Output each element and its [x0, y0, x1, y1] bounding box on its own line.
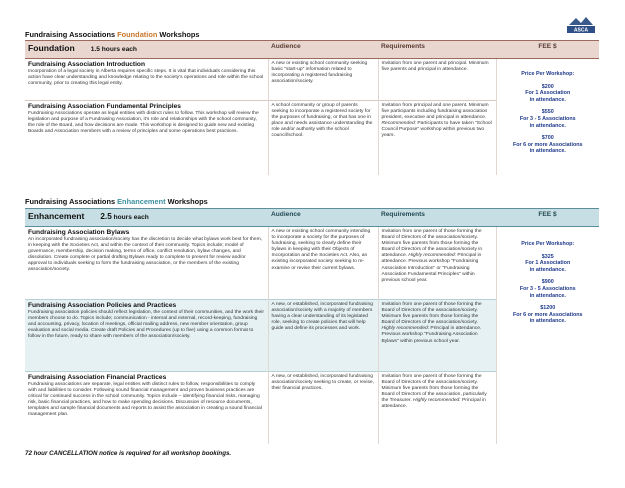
workshop-requirements: Invitation from one parent of those forming the Board of Directors of the association/society. Minimum five parents from those forming the Board of Directors of the association, particularly the Treasurer. Highly recommended: Principal in attendance.	[378, 372, 496, 444]
foundation-header-fee: FEE $	[496, 41, 599, 59]
foundation-header-audience: Audience	[268, 41, 378, 59]
cancellation-notice: 72 hour CANCELLATION notice is required for all workshop bookings.	[25, 450, 232, 457]
workshop-title: Fundraising Association Fundamental Principles	[28, 103, 181, 110]
enhancement-header-requirements: Requirements	[378, 209, 496, 227]
enhancement-header-hours-num: 2.5	[100, 212, 112, 221]
workshop-requirements: Invitation from one parent of those forming the Board of Directors of the association/society. Minimum five parents from those forming the Board of Directors of the association/society in attendance. Highly recommended: Principal in attendance. Previous workshop "Fundraising Association Introduction" or "Fundraising Association Fundamental Principles" within previous school year.	[378, 227, 496, 300]
enhancement-header-row	[25, 209, 599, 227]
enhancement-header-name: Enhancement	[28, 211, 85, 221]
fee-heading: Price Per Workshop:	[521, 241, 575, 247]
workshop-description: Fundraising associations are separate, legal entities with distinct rules to follow, responsibilities to comply with and liabilities to consider. Following sound financial management and proven business practices are critical for continued success in the school community. Topics include – identifying financial risks, managing risk, basic financial practices, and how to make spending decisions. Discussion of resource documents, templates and sample financial documents and reports to assist the association in creating a sound financial management plan.	[28, 382, 262, 418]
workshop-title: Fundraising Association Introduction	[28, 61, 145, 68]
workshop-audience: A new, or established, incorporated fundraising association/society with a majority of members having a clear understanding of its legislated role, seeking to create policies that will help guide and define its processes and work.	[268, 300, 378, 372]
fee-price: $1200	[540, 305, 556, 312]
foundation-header-name: Foundation	[28, 43, 75, 53]
mountain-icon	[569, 17, 593, 25]
workshop-description: Fundraising association policies should reflect legislation, the context of their communities, and the work their members choose to do. Topics include; communication - internal and external, record-keeping, fundraising and accounting, privacy, location of meetings, official mailing address, new member orientation, group evaluation and social media. Create draft Policies and Procedures (up to five) using a common format to follow in the future, ready to share with members of the association/society.	[28, 310, 264, 340]
fee-line: in attendance.	[529, 266, 566, 273]
workshop-description: An incorporated fundraising association/society has the discretion to decide what bylaws work best for them, in keeping with the Societies Act, and within the context of their community. Topics include; model of governance, membership, decision making, terms of office, conflict resolution, bylaw changes, and dissolution. Create complete or partial drafting Bylaws ready to complete to present for review and/or approval to individuals seeking to form the fundraising association, or the members of the existing association/society.	[28, 237, 263, 273]
fee-line: in attendance.	[529, 318, 566, 325]
foundation-header-row	[25, 41, 599, 59]
fee-heading: Price Per Workshop:	[521, 71, 575, 77]
fee-line: For 6 or more Associations	[512, 141, 583, 148]
enhancement-header-audience: Audience	[268, 209, 378, 227]
table-row	[25, 59, 599, 101]
enhancement-header-fee: FEE $	[496, 209, 599, 227]
foundation-fee-cell	[496, 59, 599, 175]
asca-logo	[566, 14, 596, 34]
enhancement-fee-cell	[496, 227, 599, 444]
workshop-requirements: Invitation from one parent of those forming the Board of Directors of the association/society. Minimum five parents from those forming the Board of Directors of the association/society. Highly recommended: Principal in attendance. Previous workshop "Fundraising Association Bylaws" within previous school year.	[378, 300, 496, 372]
enhancement-table	[25, 208, 599, 444]
enhancement-header-hours: hours each	[111, 214, 149, 221]
foundation-section-title: Fundraising Associations Foundation Workshops	[25, 30, 200, 39]
workshop-requirements: Invitation from one parent and principal. Minimum five parents and principal in attendance.	[378, 59, 496, 101]
fee-line: For 1 Association	[525, 260, 571, 267]
fee-line: in attendance.	[529, 122, 566, 129]
foundation-table	[25, 40, 599, 175]
fee-line: in attendance.	[529, 148, 566, 155]
logo-text: ASCA	[573, 27, 589, 34]
workshop-audience: A new, or established, incorporated fundraising association/society seeking to create, or revise, their financial practices.	[268, 372, 378, 444]
workshop-requirements: Invitation from principal and one parent. Minimum five participants including fundraising association president, executive and principal in attendance. Recommended: Participants to have taken "School Council Purpose" workshop within previous two years.	[378, 101, 496, 175]
fee-price: $325	[541, 253, 554, 260]
foundation-header-hours: 1.5 hours each	[90, 46, 137, 53]
workshop-description: Fundraising Associations operate as legal entities with distinct rules to follow. This workshop will review the legislation and purpose of a Fundraising Association, it's role and relationships with the school community, the role of the Board, and how decisions are made. This workshop is designed to guide new and existing Boards and Association members with a review of principles and some operations best practices.	[28, 111, 259, 135]
fee-price: $550	[541, 109, 554, 116]
workshop-audience: A new or existing school community intending to incorporate a society for the purposes of fundraising, seeking to clearly define their bylaws in keeping with their Objects of Incorporation and the Societies Act. Also, an existing incorporated society seeking to re-examine or revise their current bylaws.	[268, 227, 378, 300]
fee-price: $900	[541, 279, 554, 286]
fee-price: $200	[541, 83, 554, 90]
workshop-audience: A school community or group of parents seeking to incorporate a registered society for the purposes of fundraising, or that has one in place and needs assistance understanding the role and/or authority with the school council/school.	[268, 101, 378, 175]
workshop-title: Fundraising Association Policies and Practices	[28, 302, 177, 309]
foundation-header-requirements: Requirements	[378, 41, 496, 59]
enhancement-section-title: Fundraising Associations Enhancement Workshops	[25, 197, 208, 206]
fee-line: For 1 Association	[525, 90, 571, 97]
fee-price: $700	[541, 135, 554, 142]
fee-line: For 6 or more Associations	[512, 311, 583, 318]
fee-line: For 3 - 5 Associations	[519, 285, 576, 292]
fee-line: in attendance.	[529, 96, 566, 103]
workshop-title: Fundraising Association Bylaws	[28, 229, 130, 236]
workshop-title: Fundraising Association Financial Practices	[28, 374, 167, 381]
workshop-audience: A new or existing school community seeking basic "start-up" information related to incorporating a registered fundraising association/society.	[268, 59, 378, 101]
table-row	[25, 227, 599, 300]
fee-line: in attendance.	[529, 292, 566, 299]
fee-line: For 3 - 5 Associations	[519, 115, 576, 122]
workshop-description: Incorporation of a legal society in Alberta requires specific steps. It is vital that individuals considering this action have clear understanding and knowledge relating to the society's operations and role within the school community, prior to creating this legal entity.	[28, 69, 264, 87]
